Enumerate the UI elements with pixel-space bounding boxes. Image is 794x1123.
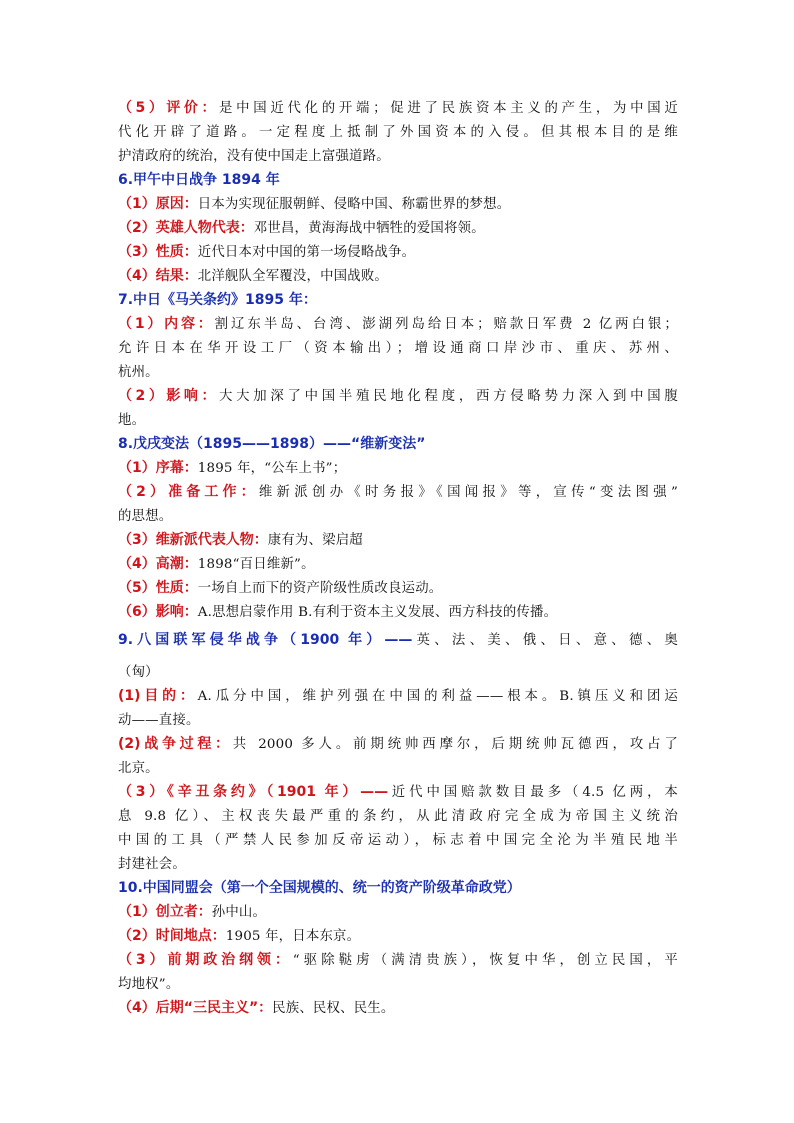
item-label: （2）时间地点： xyxy=(118,928,226,944)
line-37 xyxy=(118,972,678,996)
line-26 xyxy=(118,708,678,732)
line-10 xyxy=(118,312,678,336)
section-heading-9 xyxy=(118,628,678,652)
item-text: 近代中国赔款数目最多（4.5 亿两，本 xyxy=(388,785,678,800)
line-30 xyxy=(118,804,678,828)
item-text: 1895 年，“公车上书”； xyxy=(197,461,347,476)
line-11 xyxy=(118,336,678,360)
item-text: 北京。 xyxy=(118,761,159,776)
line-5 xyxy=(118,192,678,216)
line-14 xyxy=(118,408,678,432)
item-text: 日本为实现征服朝鲜、侵略中国、称霸世界的梦想。 xyxy=(197,197,511,212)
item-text: 代化开辟了道路。一定程度上抵制了外国资本的入侵。但其根本目的是维 xyxy=(118,125,678,140)
line-29 xyxy=(118,780,678,804)
line-28 xyxy=(118,756,678,780)
item-text: 护清政府的统治，没有使中国走上富强道路。 xyxy=(118,149,390,164)
document-page xyxy=(118,96,678,1020)
line-22 xyxy=(118,600,678,624)
item-text: 息 9.8 亿）、主权丧失最严重的条约，从此清政府完全成为帝国主义统治 xyxy=(118,809,678,824)
item-text: 维新派创办《时务报》《国闻报》等，宣传“变法图强” xyxy=(258,485,678,500)
line-21 xyxy=(118,576,678,600)
heading-text: 10.中国同盟会（第一个全国规模的、统一的资产阶级革命政党） xyxy=(118,880,521,896)
line-32 xyxy=(118,852,678,876)
item-label: （3）《辛丑条约》（1901 年）—— xyxy=(118,784,389,800)
line-34 xyxy=(118,900,678,924)
item-text: 邓世昌，黄海海战中牺牲的爱国将领。 xyxy=(253,221,485,236)
item-text: （匈） xyxy=(118,665,159,680)
heading-text: 7.中日《马关条约》1895 年： xyxy=(118,292,317,308)
heading-text: 6.甲午中日战争 1894 年 xyxy=(118,172,280,188)
line-38 xyxy=(118,996,678,1020)
item-text: 大大加深了中国半殖民地化程度，西方侵略势力深入到中国腹 xyxy=(218,389,678,404)
heading-text: 9.八国联军侵华战争（1900 年）—— xyxy=(118,632,413,648)
section-heading-6 xyxy=(118,168,678,192)
line-2 xyxy=(118,120,678,144)
line-18 xyxy=(118,504,678,528)
item-text: 1898“百日维新”。 xyxy=(197,557,315,572)
item-label: （2）英雄人物代表： xyxy=(118,220,254,236)
item-text: 地。 xyxy=(118,413,146,428)
item-label: （1）序幕： xyxy=(118,460,198,476)
item-text: 是中国近代化的开端；促进了民族资本主义的产生，为中国近 xyxy=(218,101,678,116)
item-label: （1）创立者： xyxy=(118,904,212,920)
item-text: 康有为、梁启超 xyxy=(267,533,363,548)
item-text: 中国的工具（严禁人民参加反帝运动），标志着中国完全沦为半殖民地半 xyxy=(118,833,678,848)
line-20 xyxy=(118,552,678,576)
item-text: 割辽东半岛、台湾、澎湖列岛给日本；赔款日军费 2 亿两白银； xyxy=(214,317,678,332)
item-label: （4）高潮： xyxy=(118,556,198,572)
item-label: （2）准备工作： xyxy=(118,484,259,500)
item-label: （3）前期政治纲领： xyxy=(118,952,293,968)
line-17 xyxy=(118,480,678,504)
line-19 xyxy=(118,528,678,552)
item-text: 动——直接。 xyxy=(118,713,200,728)
item-text: 封建社会。 xyxy=(118,857,186,872)
line-8 xyxy=(118,264,678,288)
item-text: 允许日本在华开设工厂（资本输出）；增设通商口岸沙市、重庆、苏州、 xyxy=(118,341,678,356)
item-label: （1）原因： xyxy=(118,196,198,212)
section-heading-7 xyxy=(118,288,678,312)
line-27 xyxy=(118,732,678,756)
line-7 xyxy=(118,240,678,264)
line-36 xyxy=(118,948,678,972)
item-label: （6）影响： xyxy=(118,604,198,620)
item-text: 孙中山。 xyxy=(211,905,267,920)
item-text: 一场自上而下的资产阶级性质改良运动。 xyxy=(197,581,443,596)
item-label: (2)战争过程： xyxy=(118,736,233,752)
line-1 xyxy=(118,96,678,120)
line-25 xyxy=(118,684,678,708)
item-text: 1905 年，日本东京。 xyxy=(225,929,361,944)
line-6 xyxy=(118,216,678,240)
heading-tail: 英、法、美、俄、日、意、德、奥 xyxy=(412,633,678,648)
item-text: A.瓜分中国，维护列强在中国的利益——根本。B.镇压义和团运 xyxy=(197,689,678,704)
item-label: （1）内容： xyxy=(118,316,215,332)
line-35 xyxy=(118,924,678,948)
item-label: （4）结果： xyxy=(118,268,198,284)
line-16 xyxy=(118,456,678,480)
heading-text: 8.戊戌变法（1895——1898）——“维新变法” xyxy=(118,436,426,452)
item-label: （5）性质： xyxy=(118,580,198,596)
item-label: （5）评价： xyxy=(118,100,219,116)
item-text: 北洋舰队全军覆没，中国战败。 xyxy=(197,269,389,284)
item-label: （4）后期“三民主义”： xyxy=(118,1000,273,1016)
item-text: 杭州。 xyxy=(118,365,159,380)
section-heading-8 xyxy=(118,432,678,456)
item-label: (1)目的： xyxy=(118,688,198,704)
item-text: 的思想。 xyxy=(118,509,173,524)
item-label: （3）性质： xyxy=(118,244,198,260)
line-3 xyxy=(118,144,678,168)
line-13 xyxy=(118,384,678,408)
item-text: “驱除鞑虏（满清贵族），恢复中华，创立民国，平 xyxy=(292,953,678,968)
line-31 xyxy=(118,828,678,852)
item-label: （2）影响： xyxy=(118,388,219,404)
line-12 xyxy=(118,360,678,384)
item-text: 近代日本对中国的第一场侵略战争。 xyxy=(197,245,416,260)
item-text: 共 2000 多人。前期统帅西摩尔，后期统帅瓦德西，攻占了 xyxy=(232,737,679,752)
item-label: （3）维新派代表人物： xyxy=(118,532,268,548)
item-text: A.思想启蒙作用 B.有利于资本主义发展、西方科技的传播。 xyxy=(197,605,558,620)
line-24 xyxy=(118,660,678,684)
section-heading-10 xyxy=(118,876,678,900)
item-text: 均地权”。 xyxy=(118,977,180,992)
item-text: 民族、民权、民生。 xyxy=(272,1001,395,1016)
